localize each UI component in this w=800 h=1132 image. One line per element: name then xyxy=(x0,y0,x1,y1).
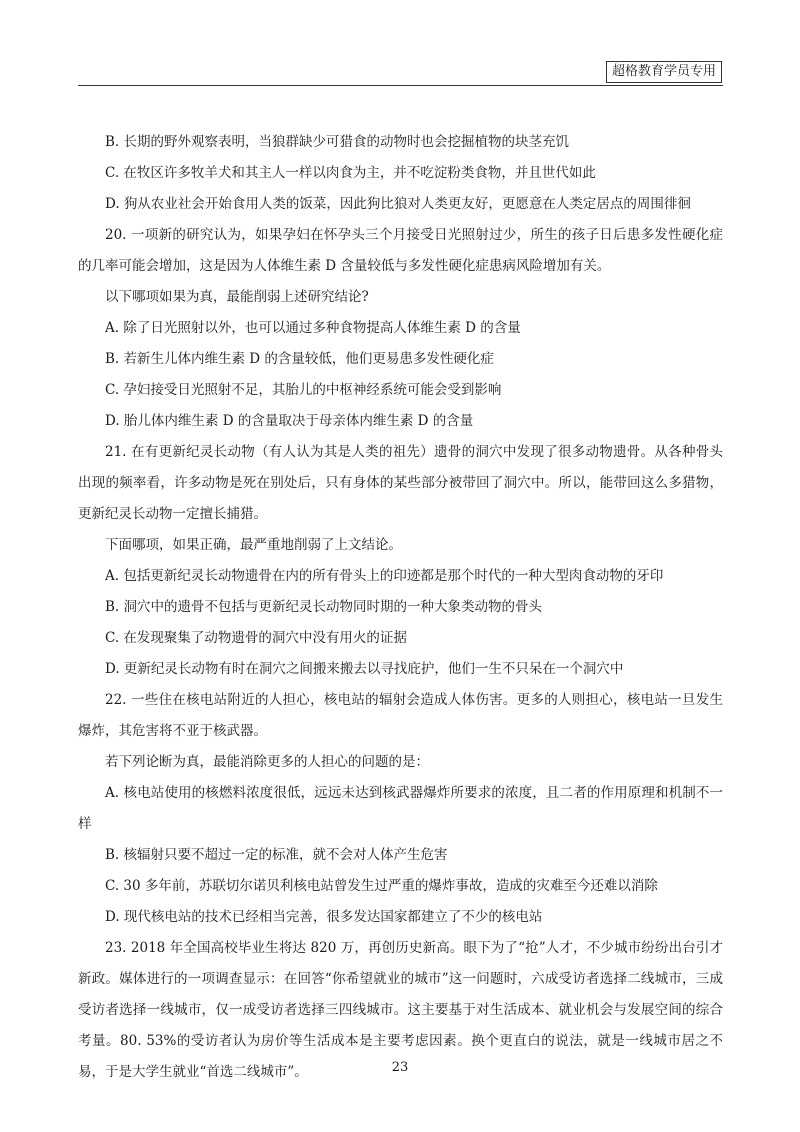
option-20c: C. 孕妇接受日光照射不足，其胎儿的中枢神经系统可能会受到影响 xyxy=(105,382,502,398)
option-20d: D. 胎儿体内维生素 D 的含量取决于母亲体内维生素 D 的含量 xyxy=(105,413,474,429)
document-body xyxy=(78,127,723,1088)
option-22b: B. 核辐射只要不超过一定的标准，就不会对人体产生危害 xyxy=(105,847,448,863)
page-number: 23 xyxy=(391,1060,409,1075)
option-21d: D. 更新纪灵长动物有时在洞穴之间搬来搬去以寻找庇护，他们一生不只呆在一个洞穴中 xyxy=(105,661,624,677)
header-divider xyxy=(78,85,723,86)
option-19b: B. 长期的野外观察表明，当狼群缺少可猎食的动物时也会挖掘植物的块茎充饥 xyxy=(105,134,570,150)
option-19c: C. 在牧区许多牧羊犬和其主人一样以肉食为主，并不吃淀粉类食物，并且世代如此 xyxy=(105,165,596,181)
question-20-stem: 20. 一项新的研究认为，如果孕妇在怀孕头三个月接受日光照射过少，所生的孩子日后患多发性硬化症的几率可能会增加，这是因为人体维生素 D 含量较低与多发性硬化症患病风险增加有关。 xyxy=(78,227,723,274)
question-22-prompt: 若下列论断为真，最能消除更多的人担心的问题的是： xyxy=(105,754,429,770)
question-23-stem: 23. 2018 年全国高校毕业生将达 820 万，再创历史新高。眼下为了“抢”人才，不少城市纷纷出台引才新政。媒体进行的一项调查显示：在回答“你希望就业的城市”这一问题时，六成受访者选择二线城市，三成受访者选择一线城市，仅一成受访者选择三四线城市。这主要基于对生活成本、就业机会与发展空间的综合考量。80. 53%的受访者认为房价等生活成本是主要考虑因素。换个更直白的说法，就是一线城市居之不易，于是大学生就业“首选二线城市”。 xyxy=(78,940,723,1080)
option-21c: C. 在发现聚集了动物遗骨的洞穴中没有用火的证据 xyxy=(105,630,407,646)
question-21-stem: 21. 在有更新纪灵长动物（有人认为其是人类的祖先）遗骨的洞穴中发现了很多动物遗骨。从各种骨头出现的频率看，许多动物是死在别处后，只有身体的某些部分被带回了洞穴中。所以，能带回这么多猎物，更新纪灵长动物一定擅长捕猎。 xyxy=(78,444,723,522)
option-22a: A. 核电站使用的核燃料浓度很低，远远未达到核武器爆炸所要求的浓度，且二者的作用原理和机制不一样 xyxy=(78,785,723,832)
option-20a: A. 除了日光照射以外，也可以通过多种食物提高人体维生素 D 的含量 xyxy=(105,320,521,336)
question-20-prompt: 以下哪项如果为真，最能削弱上述研究结论? xyxy=(105,289,369,305)
option-22c: C. 30 多年前，苏联切尔诺贝利核电站曾发生过严重的爆炸事故，造成的灾难至今还难以消除 xyxy=(105,878,658,894)
option-20b: B. 若新生儿体内维生素 D 的含量较低，他们更易患多发性硬化症 xyxy=(105,351,494,367)
option-21a: A. 包括更新纪灵长动物遗骨在内的所有骨头上的印迹都是那个时代的一种大型肉食动物的牙印 xyxy=(105,568,664,584)
question-22-stem: 22. 一些住在核电站附近的人担心，核电站的辐射会造成人体伤害。更多的人则担心，核电站一旦发生爆炸，其危害将不亚于核武器。 xyxy=(78,692,723,739)
option-22d: D. 现代核电站的技术已经相当完善，很多发达国家都建立了不少的核电站 xyxy=(105,909,543,925)
header-label: 超格教育学员专用 xyxy=(606,61,722,83)
option-19d: D. 狗从农业社会开始食用人类的饭菜，因此狗比狼对人类更友好，更愿意在人类定居点的周围徘徊 xyxy=(105,196,691,212)
question-21-prompt: 下面哪项，如果正确，最严重地削弱了上文结论。 xyxy=(105,537,402,553)
option-21b: B. 洞穴中的遗骨不包括与更新纪灵长动物同时期的一种大象类动物的骨头 xyxy=(105,599,543,615)
